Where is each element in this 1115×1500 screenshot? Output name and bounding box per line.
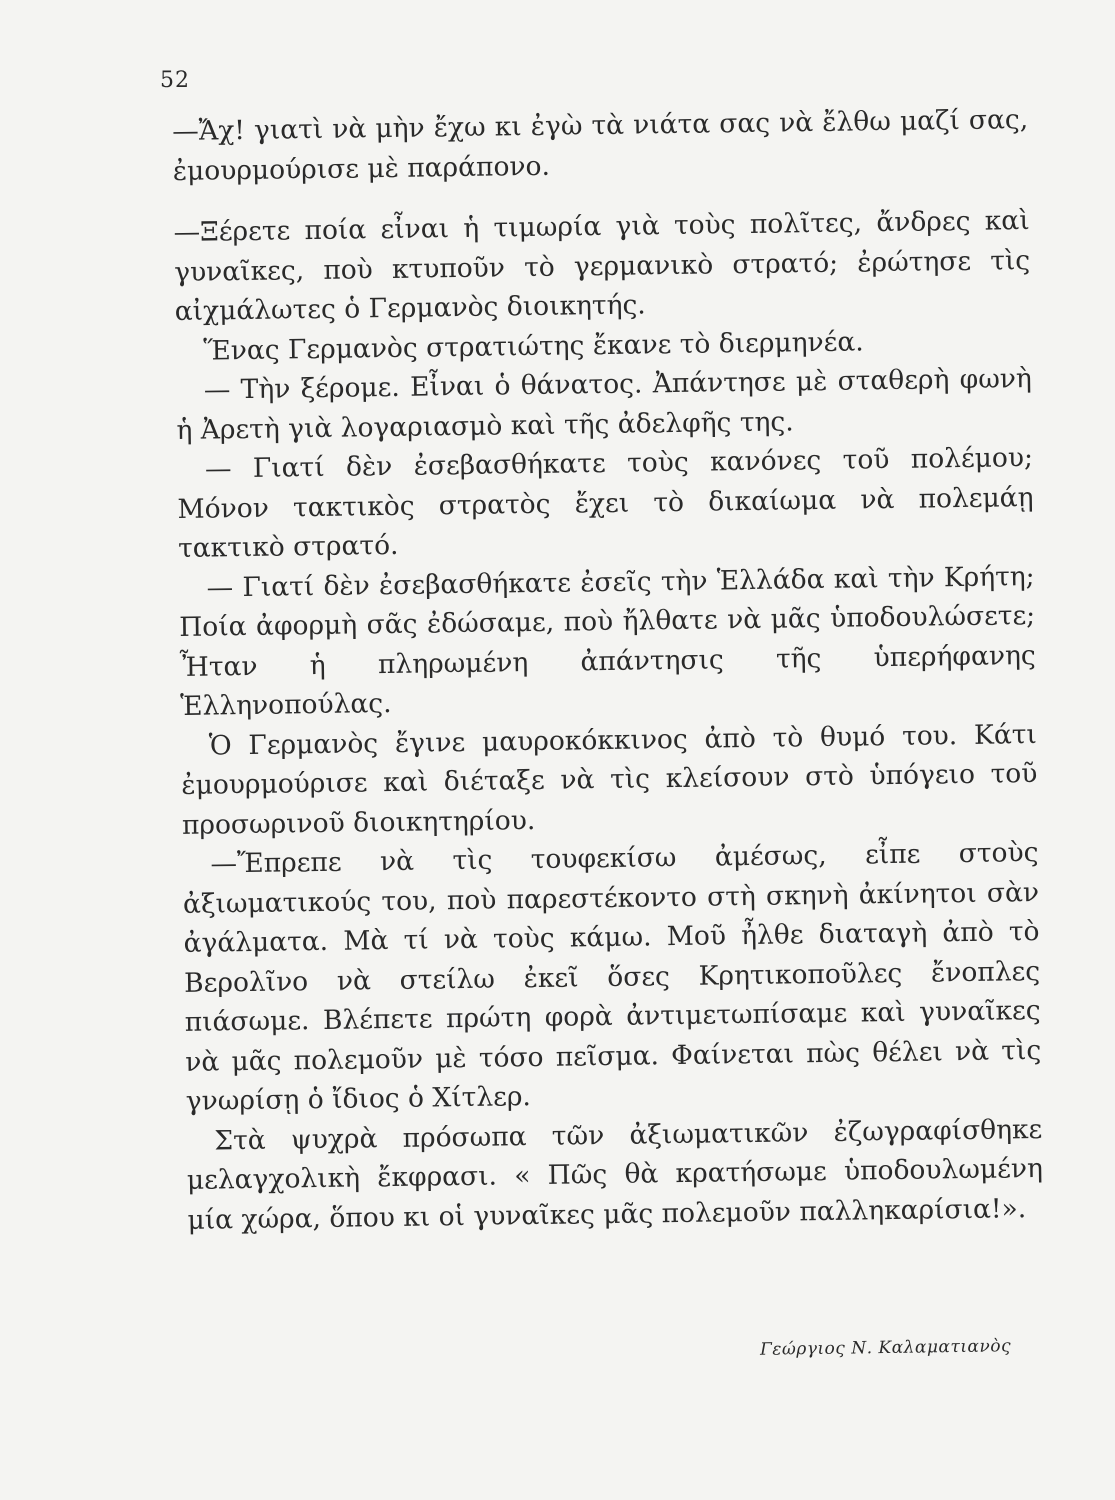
paragraph: — Γιατί δὲν ἐσεβασθήκατε ἐσεῖς τὴν Ἑλλάδα καὶ τὴν Κρήτη; Ποία ἀφορμὴ σᾶς ἐδώσαμε, ποὺ ἤλθατε νὰ μᾶς ὑποδουλώσετε; Ἦταν ἡ πληρωμένη ἀπάντησις τῆς ὑπερήφανης Ἑλληνοπούλας. [178,560,1036,722]
paragraph: —Ἔπρεπε νὰ τὶς τουφεκίσω ἀμέσως, εἶπε στοὺς ἀξιωματικούς του, ποὺ παρεστέκοντο στὴ σκηνὴ ἀκίνητοι σὰν ἀγάλματα. Μὰ τί νὰ τοὺς κάμω. Μοῦ ἦλθε διαταγὴ ἀπὸ τὸ Βερολῖνο νὰ στείλω ἐκεῖ ὅσες Κρητικοποῦλες ἔνοπλες πιάσωμε. Βλέπετε πρώτη φορὰ ἀντιμετωπίσαμε καὶ γυναῖκες νὰ μᾶς πολεμοῦν μὲ τόσο πεῖσμα. Φαίνεται πὼς θέλει νὰ τὶς γνωρίσῃ ὁ ἴδιος ὁ Χίτλερ. [182,836,1042,1117]
paragraph: Ἕνας Γερμανὸς στρατιώτης ἔκανε τὸ διερμηνέα. [203,325,864,367]
paragraph: Στὰ ψυχρὰ πρόσωπα τῶν ἀξιωματικῶν ἐζωγραφίσθηκε μελαγχολικὴ ἔκφρασι. « Πῶς θὰ κρατήσωμε ὑποδουλωμένη μία χώρα, ὅπου κι οἱ γυναῖκες μᾶς πολεμοῦν παλληκαρίσια!». [186,1113,1044,1236]
page-number: 52 [160,68,190,93]
paragraph: Ὁ Γερμανὸς ἔγινε μαυροκόκκινος ἀπὸ τὸ θυμό του. Κάτι ἐμουρμούρισε καὶ διέταξε νὰ τὶς κλείσουν στὸ ὑπόγειο τοῦ προσωρινοῦ διοικητηρίου. [181,718,1038,841]
paragraph: — Τὴν ξέρομε. Εἶναι ὁ θάνατος. Ἀπάντησε μὲ σταθερὴ φωνὴ ἡ Ἀρετὴ γιὰ λογαριασμὸ καὶ τῆς ἀδελφῆς της. [176,363,1033,446]
paragraph: —Ἄχ! γιατὶ νὰ μὴν ἔχω κι ἐγὼ τὰ νιάτα σας νὰ ἔλθω μαζί σας, ἐμουρμούρισε μὲ παράπονο. [172,104,1029,187]
paragraph: — Γιατί δὲν ἐσεβασθήκατε τοὺς κανόνες τοῦ πολέμου; Μόνον τακτικὸς στρατὸς ἔχει τὸ δικαίωμα νὰ πολεμάῃ τακτικὸ στρατό. [177,442,1034,564]
paragraph: —Ξέρετε ποία εἶναι ἡ τιμωρία γιὰ τοὺς πολῖτες, ἄνδρες καὶ γυναῖκες, ποὺ κτυποῦν τὸ γερμανικὸ στρατό; ἐρώτησε τὶς αἰχμάλωτες ὁ Γερμανὸς διοικητής. [173,205,1031,327]
body-text [172,100,1044,1240]
author-signature: Γεώργιος Ν. Καλαματιανὸς [759,1336,1012,1360]
